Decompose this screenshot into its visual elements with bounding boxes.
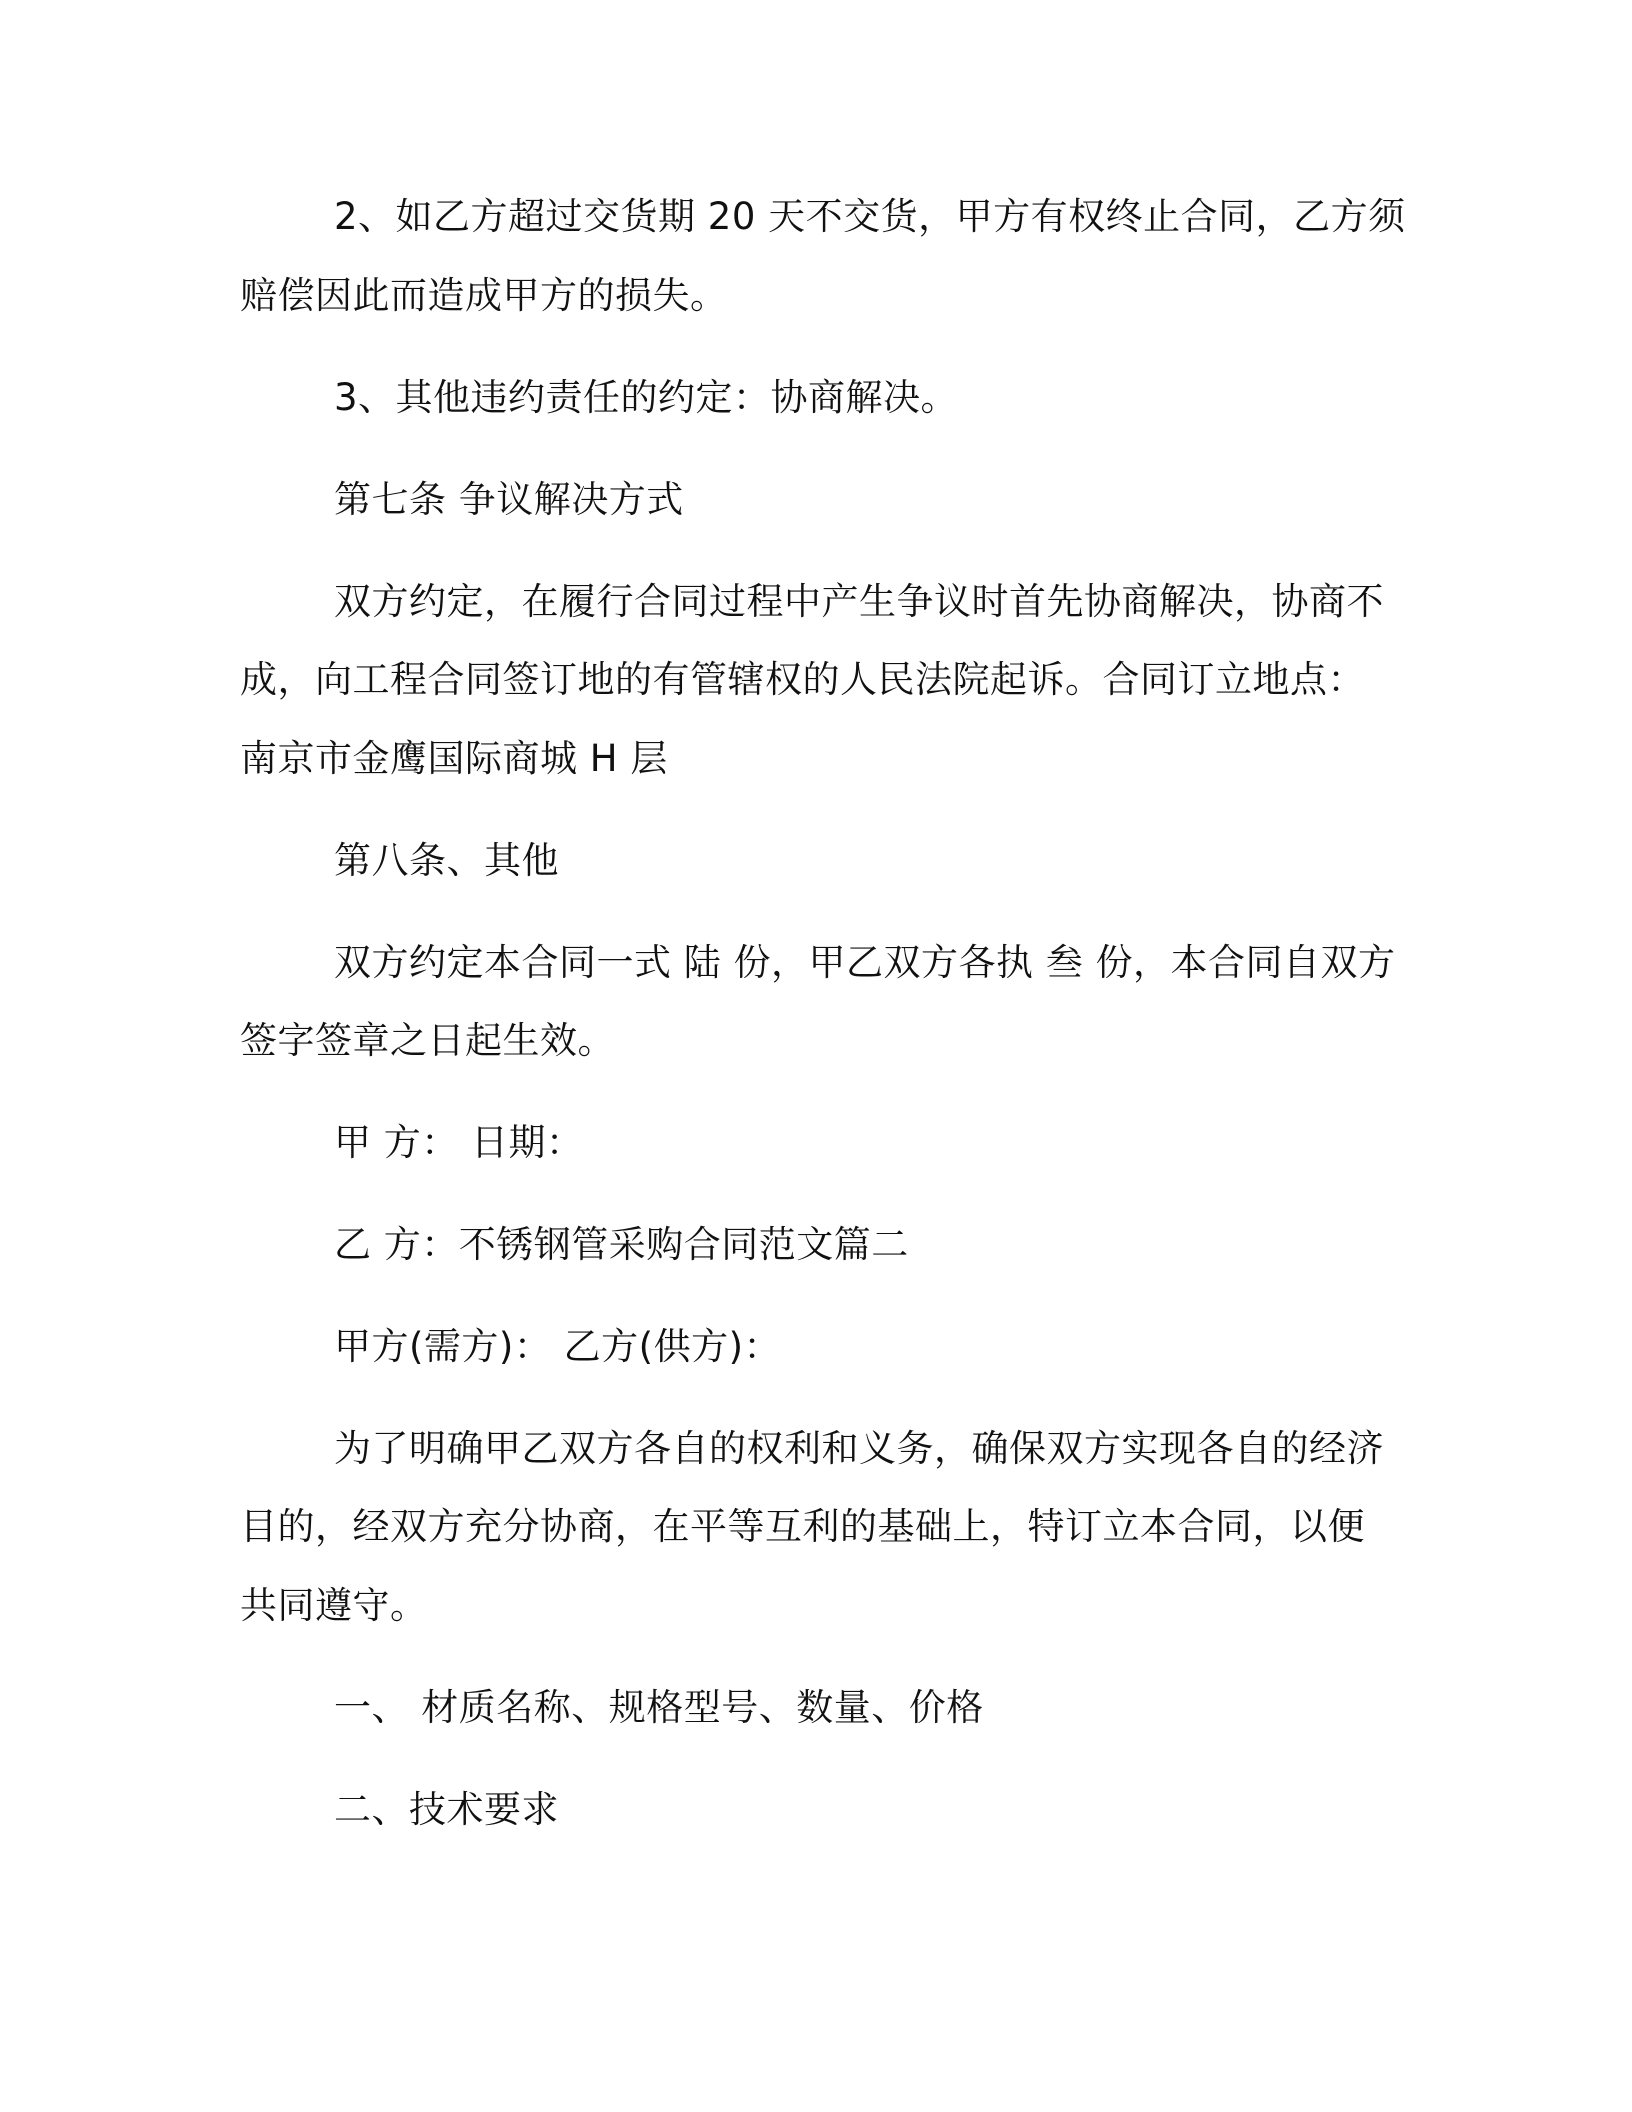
section-1-heading: 一、 材质名称、规格型号、数量、价格 [334, 1686, 984, 1729]
para-copies-line-2: 签字签章之日起生效。 [240, 1019, 615, 1062]
heading-article-7: 第七条 争议解决方式 [334, 478, 684, 521]
para-dispute-line-2: 成，向工程合同签订地的有管辖权的人民法院起诉。合同订立地点： [240, 658, 1365, 701]
heading-article-8: 第八条、其他 [334, 839, 559, 882]
signature-party-a: 甲 方： 日期： [334, 1121, 584, 1164]
section-2-heading: 二、技术要求 [334, 1788, 559, 1831]
para-breach-2-line-2: 赔偿因此而造成甲方的损失。 [240, 274, 728, 317]
para-purpose-line-3: 共同遵守。 [240, 1584, 428, 1627]
parties-line: 甲方(需方)： 乙方(供方)： [334, 1325, 782, 1368]
para-copies-line-1: 双方约定本合同一式 陆 份，甲乙双方各执 叁 份，本合同自双方 [334, 941, 1396, 984]
para-breach-2-line-1: 2、如乙方超过交货期 20 天不交货，甲方有权终止合同，乙方须 [334, 195, 1406, 238]
para-breach-3: 3、其他违约责任的约定：协商解决。 [334, 376, 959, 419]
signature-party-b: 乙 方：不锈钢管采购合同范文篇二 [334, 1223, 909, 1266]
para-purpose-line-1: 为了明确甲乙双方各自的权利和义务，确保双方实现各自的经济 [334, 1427, 1384, 1470]
para-dispute-line-1: 双方约定，在履行合同过程中产生争议时首先协商解决，协商不 [334, 580, 1384, 623]
para-purpose-line-2: 目的，经双方充分协商，在平等互利的基础上，特订立本合同，以便 [240, 1505, 1365, 1548]
para-dispute-line-3: 南京市金鹰国际商城 H 层 [240, 737, 668, 780]
